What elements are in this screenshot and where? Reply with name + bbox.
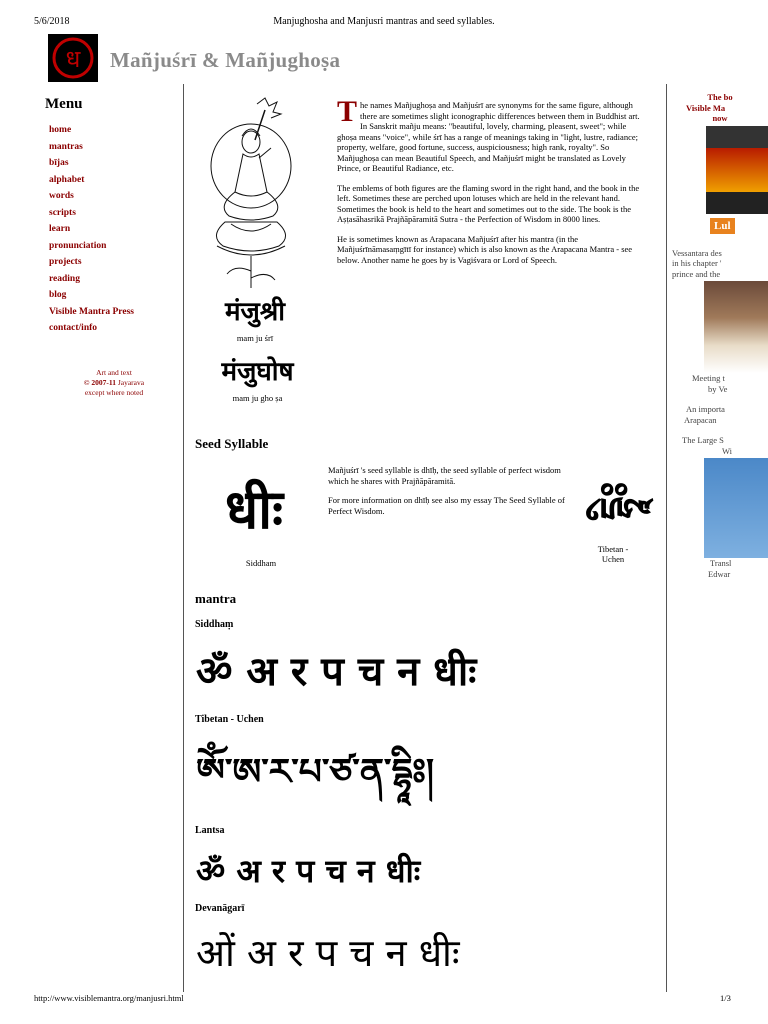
vessantara-line-3: prince and the	[672, 268, 721, 279]
menu-item-words[interactable]: words	[49, 191, 74, 201]
translation-line-2: Edwar	[708, 568, 731, 579]
meeting-book-cover-image[interactable]	[704, 281, 768, 373]
manjughosa-caption: mam ju gho ṣa	[232, 393, 283, 403]
seed-tibetan-glyph: དྷཱིཿ	[593, 481, 639, 521]
menu-item-learn[interactable]: learn	[49, 224, 71, 234]
intro-paragraph-3: He is sometimes known as Arapacana Mañjuśrī after his mantra (in the Mañjuśrīnāmasaṃgītī for instance) which is also known as the Arapacana Mantra - see below. Another name he goes by is Vagiśvara or Lord of Speech.	[337, 233, 633, 265]
large-sutra-cover-image[interactable]	[704, 458, 768, 558]
menu-item-blog[interactable]: blog	[49, 290, 67, 300]
menu-item-scripts[interactable]: scripts	[49, 207, 76, 218]
menu-item-bijas[interactable]: bījas	[49, 158, 69, 168]
manjusri-script: मंजुश्री	[225, 297, 285, 327]
meeting-line-2: by Ve	[708, 383, 728, 394]
right-divider	[666, 84, 667, 992]
menu-item-reading[interactable]: reading	[49, 273, 80, 284]
print-page-number: 1/3	[720, 993, 731, 1003]
meeting-line-1[interactable]: Meeting t	[692, 373, 725, 383]
mantra-siddham-script: ॐ अ र प च न धीः	[196, 649, 477, 695]
lulu-label: Lul	[710, 218, 735, 234]
manjusri-caption: mam ju śrī	[236, 333, 274, 343]
mantra-label-tibetan: Tibetan - Uchen	[195, 714, 264, 725]
important-line-2: Arapacan	[684, 414, 717, 425]
menu-item-press[interactable]: Visible Mantra Press	[49, 306, 134, 317]
menu-item-alphabet[interactable]: alphabet	[49, 174, 85, 185]
credit-year: © 2007-11	[83, 378, 116, 387]
mantra-devanagari-script: ओं अ र प च न धीः	[196, 931, 460, 975]
translation-line-1: Transl	[710, 558, 732, 568]
manjusri-figure-image	[195, 96, 307, 291]
copyright-credit	[44, 368, 184, 398]
mantra-label-devanagari: Devanāgarī	[195, 903, 245, 914]
menu-item-mantras[interactable]: mantras	[49, 141, 83, 152]
seed-paragraph-2: For more information on dhīḥ see also my essay The Seed Syllable of Perfect Wisdom.	[328, 495, 565, 516]
seed-siddham-glyph: धीः	[224, 478, 284, 541]
book-promo-line-2[interactable]: Visible Ma	[686, 102, 726, 113]
large-sutra-line-2: Wi	[722, 445, 733, 456]
menu-item-projects[interactable]: projects	[49, 257, 82, 267]
seed-siddham-caption: Siddham	[245, 558, 277, 568]
menu-item-contact[interactable]: contact/info	[49, 323, 98, 333]
credit-line-3: except where noted	[84, 388, 144, 397]
seed-tibetan-caption: Tibetan - Uchen	[597, 544, 629, 564]
mantra-label-siddham: Siddhaṃ	[195, 619, 234, 630]
seed-text	[328, 465, 580, 525]
book-cover-image[interactable]	[706, 126, 768, 214]
important-line-1: An importa	[686, 404, 725, 414]
book-promo-line-1: The bo	[707, 92, 733, 102]
print-url: http://www.visiblemantra.org/manjusri.html	[34, 993, 184, 1003]
menu-list	[49, 125, 134, 340]
intro-paragraph-2: The emblems of both figures are the flaming sword in the right hand, and the book in the left. Sometimes these are perched upon lotuses which are held in the relevant hand. Sometimes the book is held to the heart and sometimes out to the side. The book is the Aṣṭasāhasrikā Prajñāpāramitā Sutra - the Perfection of Wisdom in 8000 lines.	[337, 182, 640, 224]
print-date: 5/6/2018	[34, 16, 70, 27]
lulu-button[interactable]	[710, 218, 768, 234]
book-promo-line-3: now	[712, 113, 728, 123]
intro-text	[337, 95, 645, 274]
vessantara-line-2: in his chapter '	[672, 258, 722, 268]
seed-syllable-heading: Seed Syllable	[195, 436, 269, 451]
site-title[interactable]: Mañjuśrī & Mañjughoṣa	[110, 48, 341, 72]
drop-cap: T	[337, 95, 358, 128]
print-title: Manjughosha and Manjusri mantras and seed syllables.	[273, 16, 495, 27]
intro-paragraph-1: he names Mañjughoṣa and Mañjuśrī are synonyms for the same figure, although there are sometimes slight iconographic differences between them in Buddhist art. In Sanskrit mañju means: "beautiful, lovely, charming, pleasent, sweet"; while ghoṣa means "voice", while śrī has a range of meanings taking in "light, lustre, radiance; property, welfare, good fortune, success, auspiciousness; high rank, royalty". So Mañjughoṣa can mean Beautiful Speech, and Mañjuśrī might be translated as Lovely Prince, or Beautiful Radiance, etc.	[337, 100, 640, 173]
logo-glyph: ध	[65, 45, 81, 73]
menu-title: Menu	[45, 96, 83, 112]
left-divider	[183, 84, 184, 992]
menu-item-pronunciation[interactable]: pronunciation	[49, 240, 107, 251]
credit-author: Jayarava	[115, 378, 145, 387]
mantra-lantsa-script: ॐ अ र प च न धीः	[196, 852, 421, 890]
right-sidebar	[672, 92, 768, 579]
site-logo[interactable]	[48, 34, 98, 82]
menu-item-home[interactable]: home	[49, 125, 72, 135]
mantra-tibetan-script: ཨོཾ་ཨ་ར་པ་ཙ་ན་དྷཱིཿ།	[196, 752, 434, 793]
manjughosa-script: मंजुघोष	[221, 357, 294, 387]
seed-paragraph-1: Mañjuśrī 's seed syllable is dhīḥ, the seed syllable of perfect wisdom which he shares with Prajñāpāramitā.	[328, 465, 561, 486]
large-sutra-line-1[interactable]: The Large S	[682, 435, 724, 445]
credit-line-1: Art and text	[96, 368, 132, 377]
mantra-heading: mantra	[195, 591, 237, 606]
vessantara-line-1: Vessantara des	[672, 247, 722, 258]
mantra-label-lantsa: Lantsa	[195, 825, 225, 836]
